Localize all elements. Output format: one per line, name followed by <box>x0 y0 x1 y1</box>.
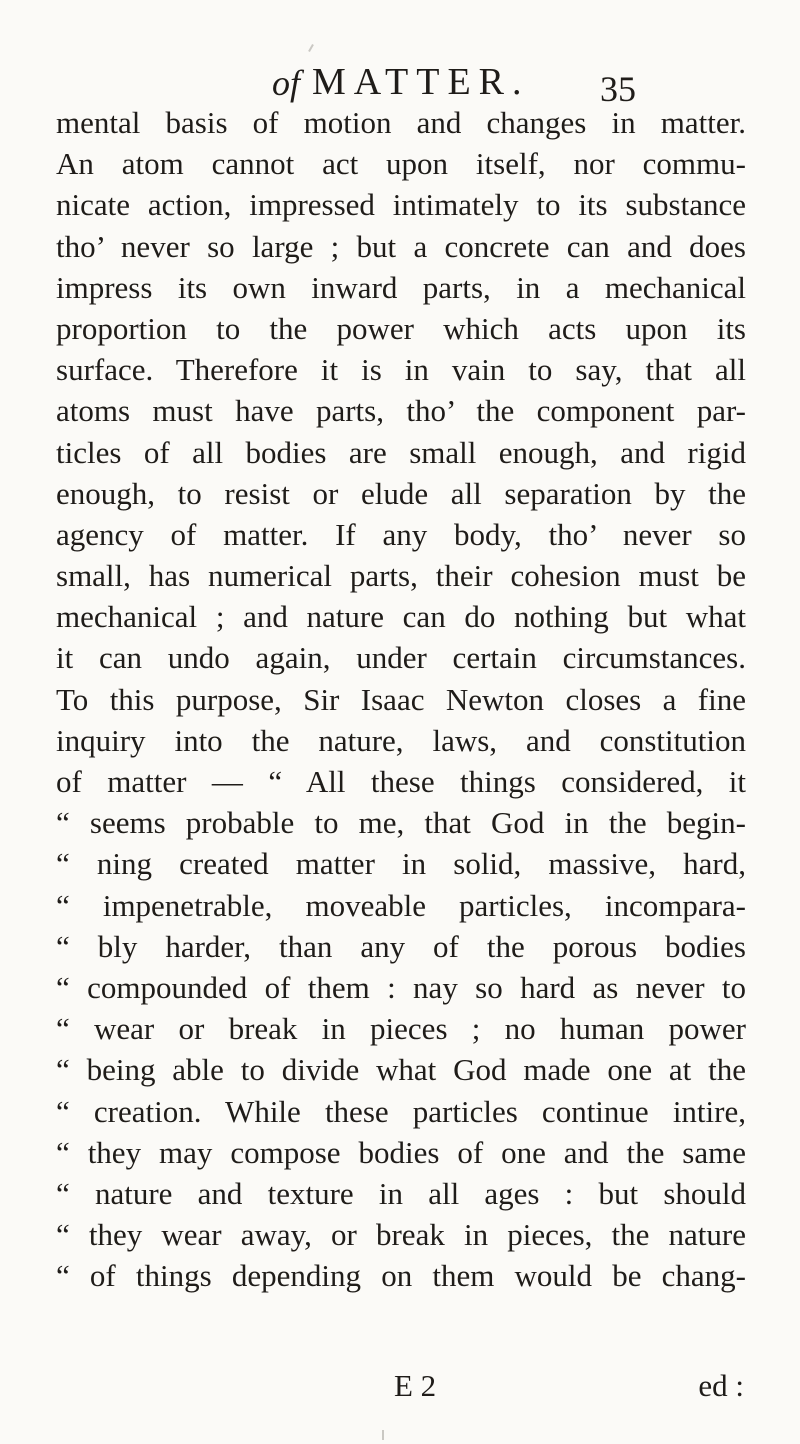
text-line: ticles of all bodies are small enough, and rigid <box>56 434 746 470</box>
body-text <box>56 102 746 1296</box>
text-line: of matter — “ All these things considered, it <box>56 764 746 799</box>
quoted-line: “ ning created matter in solid, massive, hard, <box>56 846 746 882</box>
text-line: agency of matter. If any body, tho’ never so <box>56 516 746 552</box>
quoted-line: “ creation. While these particles continue intire, <box>56 1093 746 1129</box>
page-footer <box>56 1368 746 1408</box>
quoted-line: “ compounded of them : nay so hard as never to <box>56 969 746 1005</box>
header-prefix: of <box>272 63 301 103</box>
quoted-line: “ wear or break in pieces ; no human power <box>56 1011 746 1047</box>
quoted-line: “ impenetrable, moveable particles, incompara- <box>56 887 746 923</box>
catchword: ed : <box>698 1368 744 1403</box>
quoted-line: “ bly harder, than any of the porous bodies <box>56 928 746 964</box>
running-header <box>272 56 672 109</box>
text-line: small, has numerical parts, their cohesion must be <box>56 558 746 594</box>
text-line: enough, to resist or elude all separation by the <box>56 475 746 511</box>
quoted-line: “ seems probable to me, that God in the begin- <box>56 805 746 841</box>
quoted-line: “ of things depending on them would be chang- <box>56 1258 746 1294</box>
text-line: tho’ never so large ; but a concrete can and does <box>56 228 746 264</box>
quoted-line: “ nature and texture in all ages : but should <box>56 1175 746 1211</box>
text-line: nicate action, impressed intimately to its substance <box>56 187 746 223</box>
text-line: mechanical ; and nature can do nothing but what <box>56 599 746 635</box>
text-line: proportion to the power which acts upon its <box>56 310 746 346</box>
text-line: atoms must have parts, tho’ the component par- <box>56 393 746 429</box>
text-line: An atom cannot act upon itself, nor commu- <box>56 146 746 182</box>
text-line: inquiry into the nature, laws, and constitution <box>56 722 746 758</box>
quoted-line: “ they may compose bodies of one and the same <box>56 1134 746 1170</box>
text-line: it can undo again, under certain circumstances. <box>56 640 746 676</box>
text-line: To this purpose, Sir Isaac Newton closes a fine <box>56 681 746 717</box>
quoted-line: “ being able to divide what God made one at the <box>56 1052 746 1088</box>
paper-speck <box>308 44 314 52</box>
text-line: impress its own inward parts, in a mechanical <box>56 269 746 305</box>
quoted-line: “ they wear away, or break in pieces, the nature <box>56 1217 746 1253</box>
page-number: 35 <box>600 69 636 109</box>
text-line: surface. Therefore it is in vain to say, that all <box>56 352 746 388</box>
signature-mark: E 2 <box>394 1368 437 1403</box>
text-line: mental basis of motion and changes in matter. <box>56 105 746 140</box>
paper-speck <box>382 1430 384 1440</box>
header-title: MATTER. <box>312 61 530 103</box>
